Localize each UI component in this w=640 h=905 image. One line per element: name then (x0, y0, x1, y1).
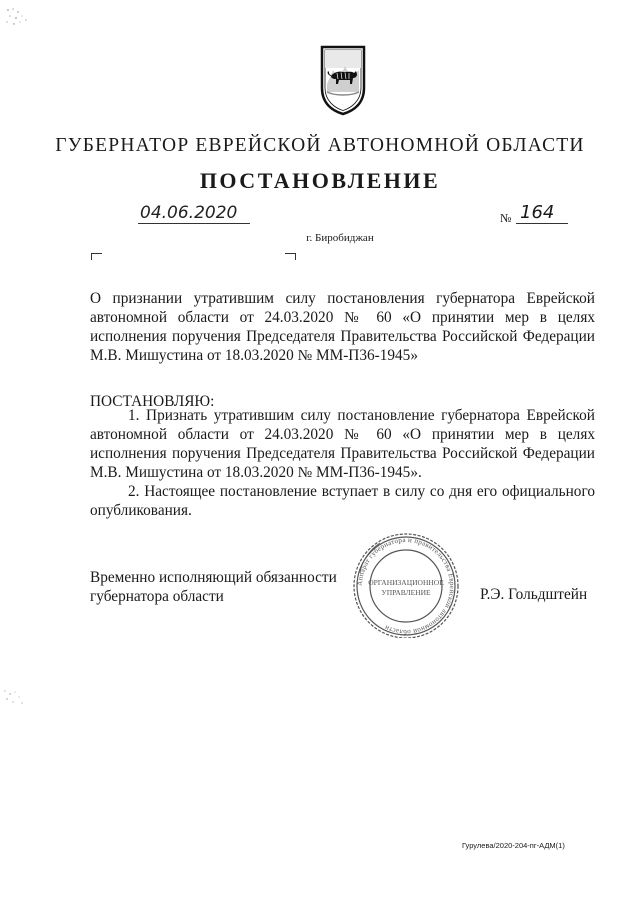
title-corner-left (91, 253, 102, 260)
seal-ring-text: Аппарат губернатора и правительства Еврейской автономной области (355, 535, 457, 637)
coat-of-arms-emblem (319, 44, 367, 116)
official-seal-stamp (340, 528, 472, 638)
document-number: 164 (516, 203, 568, 224)
document-footer-code: Гурулева/2020-204-пг-АДМ(1) (462, 841, 565, 850)
signatory-name: Р.Э. Гольдштейн (480, 586, 588, 603)
decree-word: ПОСТАНОВЛЯЮ: (90, 393, 215, 410)
city-name: г. Биробиджан (306, 232, 374, 244)
decree-item-1: 1. Признать утратившим силу постановление губернатора Еврейской автономной области от 24.03.2020 № 60 «О принятии мер в целях исполнения поручения Председателя Правительства Российской Федерации М.В. Мишустина от 18.03.2020 № ММ-П36-1945». (90, 407, 595, 481)
seal-center-line-1: ОРГАНИЗАЦИОННОЕ (368, 578, 444, 587)
scan-artifact (2, 688, 30, 710)
signatory-title-line-2: губернатора области (90, 588, 224, 605)
seal-center-line-2: УПРАВЛЕНИЕ (381, 588, 431, 597)
scan-artifact (4, 6, 32, 28)
document-date: 04.06.2020 (138, 203, 250, 224)
issuing-authority: ГУБЕРНАТОР ЕВРЕЙСКОЙ АВТОНОМНОЙ ОБЛАСТИ (55, 135, 585, 156)
document-body (90, 406, 595, 520)
signatory-title (90, 568, 337, 606)
title-corner-right (285, 253, 296, 260)
document-number-label: № (500, 211, 512, 225)
signatory-title-line-1: Временно исполняющий обязанности (90, 569, 337, 586)
document-subject: О признании утратившим силу постановления губернатора Еврейской автономной области от 24.03.2020 № 60 «О принятии мер в целях исполнения поручения Председателя Правительства Российской Федерации М.В. Мишустина от 18.03.2020 № ММ-П36-1945» (90, 290, 595, 364)
document-type-title: ПОСТАНОВЛЕНИЕ (199, 168, 441, 193)
decree-item-2: 2. Настоящее постановление вступает в силу со дня его официального опубликования. (90, 483, 595, 519)
